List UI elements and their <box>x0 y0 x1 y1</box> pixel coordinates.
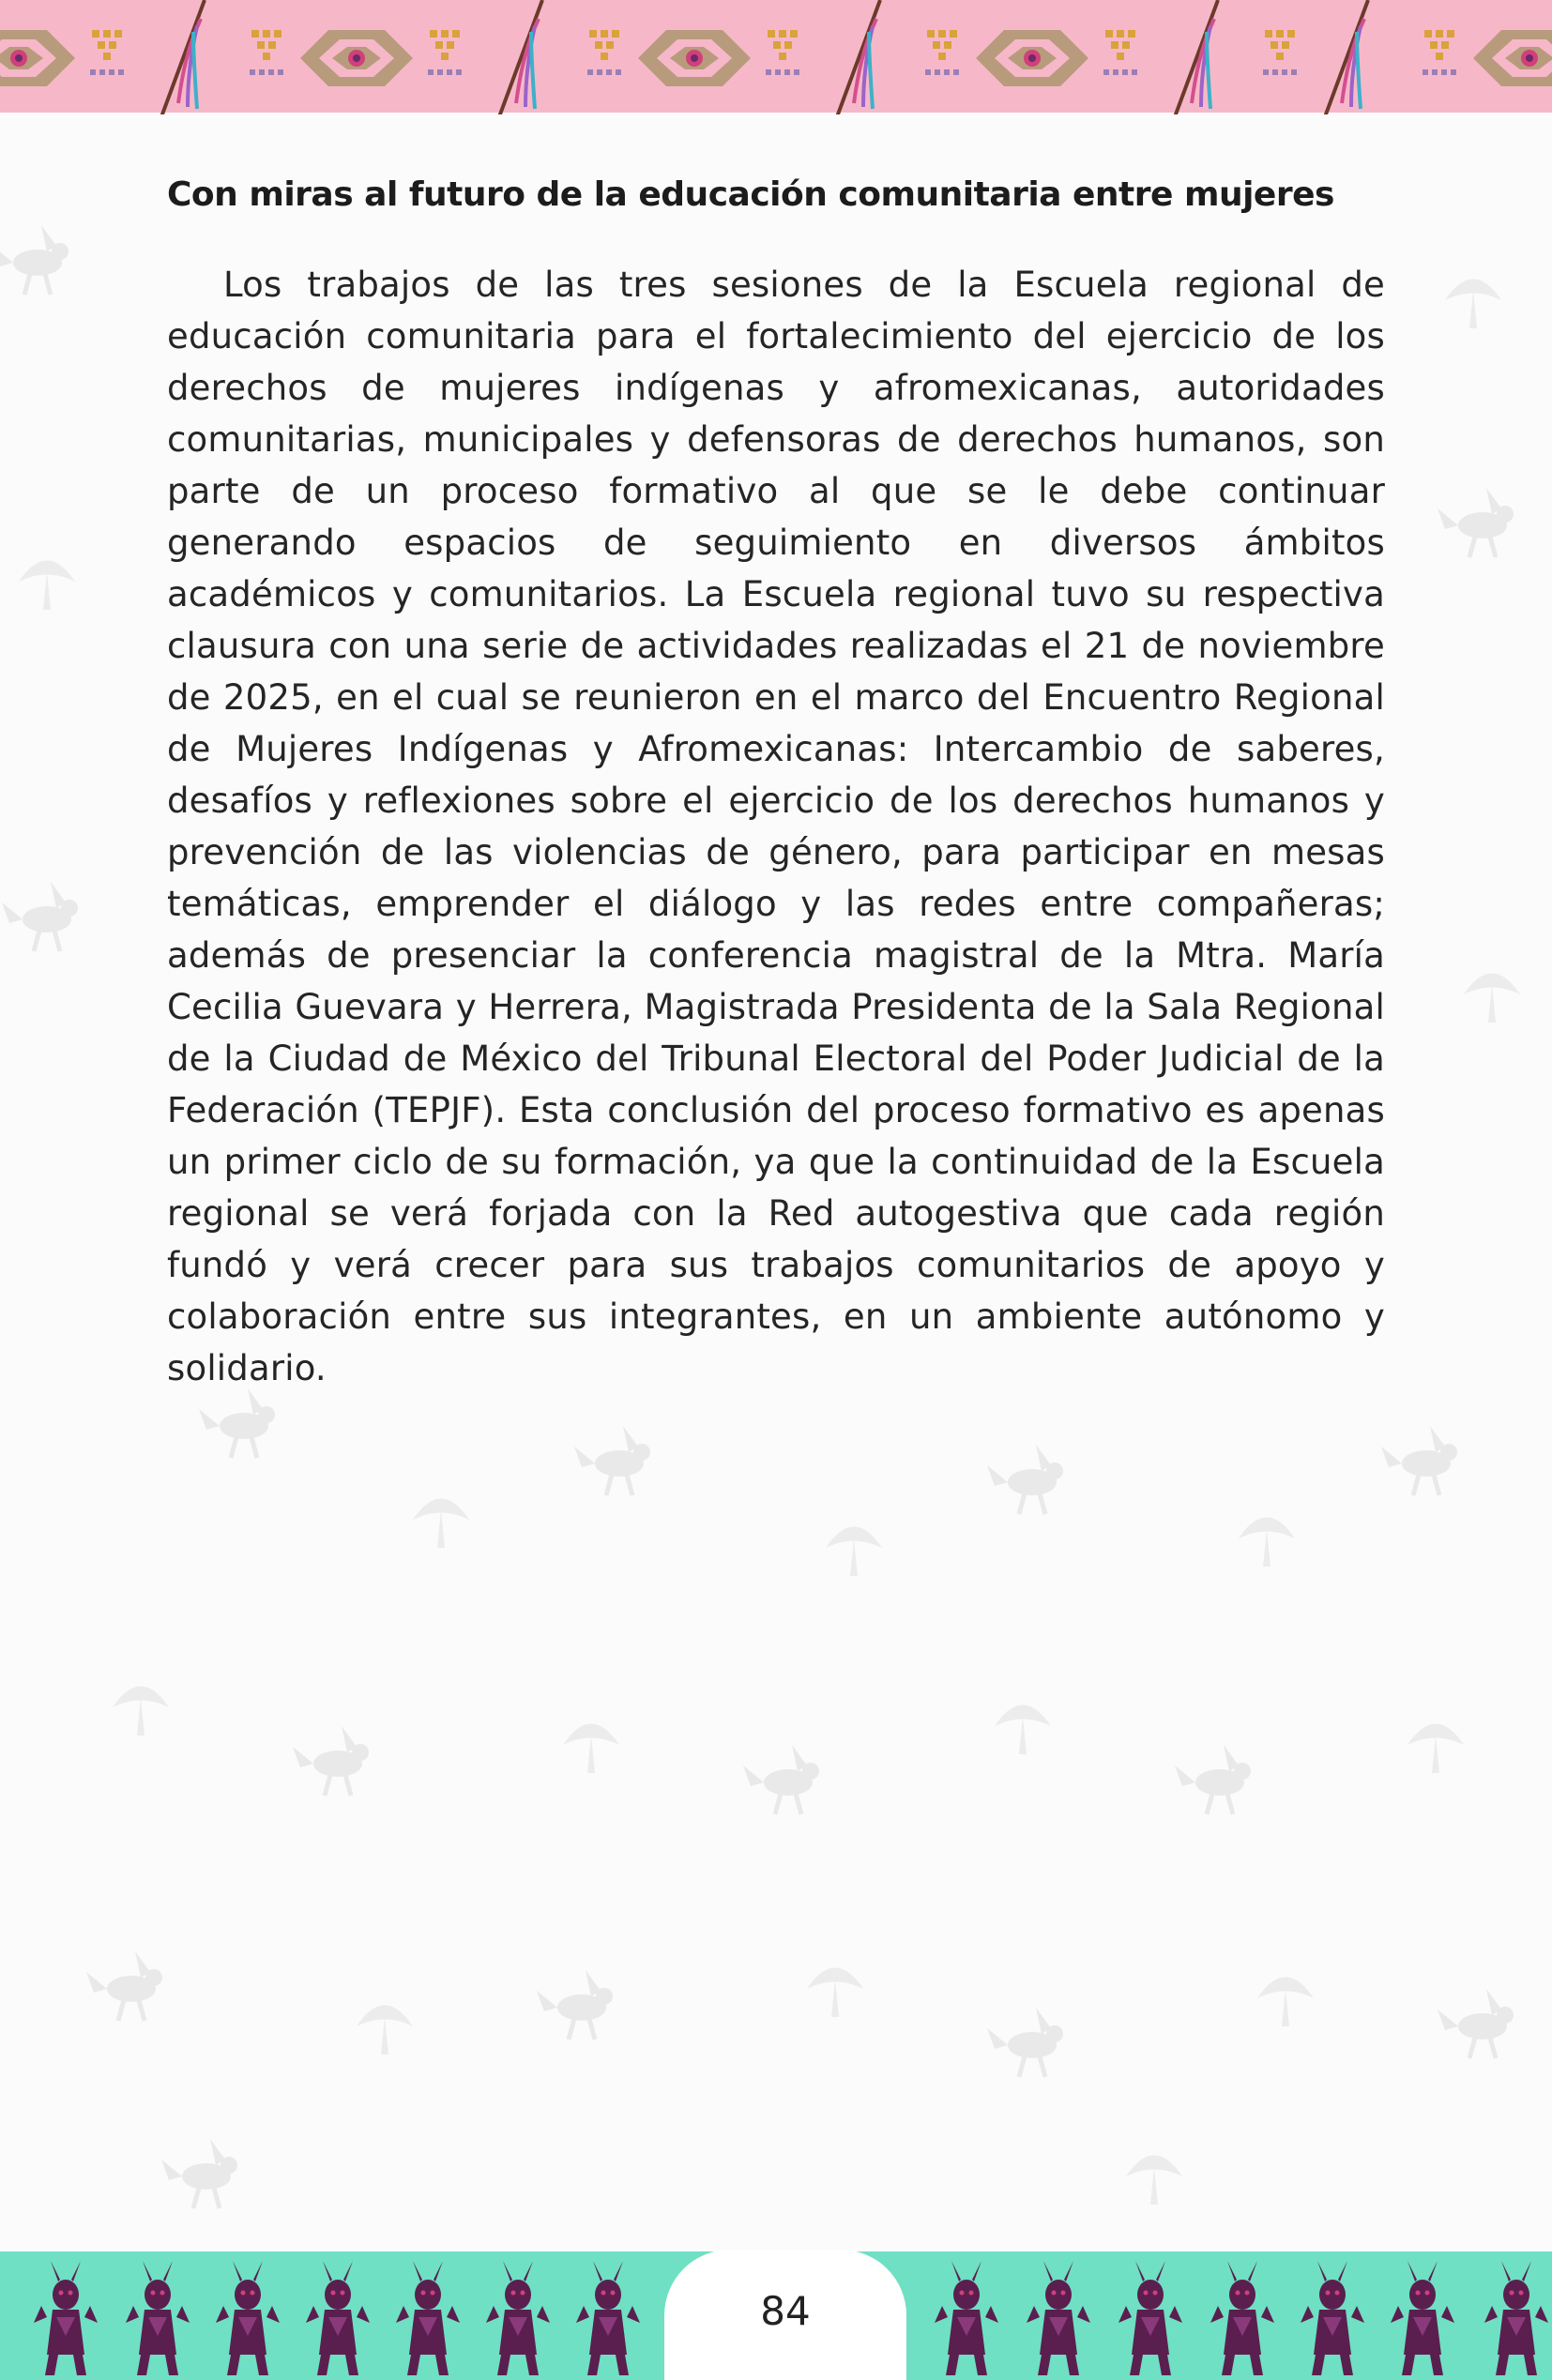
section-title: Con miras al futuro de la educación comunitaria entre mujeres <box>167 175 1334 214</box>
page-content <box>167 169 1385 1394</box>
page-number-tab <box>664 2250 906 2380</box>
page-number: 84 <box>760 2288 811 2334</box>
body-paragraph: Los trabajos de las tres sesiones de la Escuela regional de educación comunitaria para el fortalecimiento del ejercicio de los derechos de mujeres indígenas y afromexicanas, autoridades comunitarias, municipales y defensoras de derechos humanos, son parte de un proceso formativo al que se le debe continuar generando espacios de seguimiento en diversos ámbitos académicos y comunitarios. La Escuela regional tuvo su respectiva clausura con una serie de actividades realizadas el 21 de noviembre de 2025, en el cual se reunieron en el marco del Encuentro Regional de Mujeres Indígenas y Afromexicanas: Intercambio de saberes, desafíos y reflexiones sobre el ejercicio de los derechos humanos y prevención de las violencias de género, para participar en mesas temáticas, emprender el diálogo y las redes entre compañeras; además de presenciar la conferencia magistral de la Mtra. María Cecilia Guevara y Herrera, Magistrada Presidenta de la Sala Regional de la Ciudad de México del Tribunal Electoral del Poder Judicial de la Federación (TEPJF). Esta conclusión del proceso formativo es apenas un primer ciclo de su formación, ya que la continuidad de la Escuela regional se verá forjada con la Red autogestiva que cada región fundó y verá crecer para sus trabajos comunitarios de apoyo y colaboración entre sus integrantes, en un ambiente autónomo y solidario. <box>167 265 1385 1388</box>
top-embroidered-border <box>0 0 1552 114</box>
